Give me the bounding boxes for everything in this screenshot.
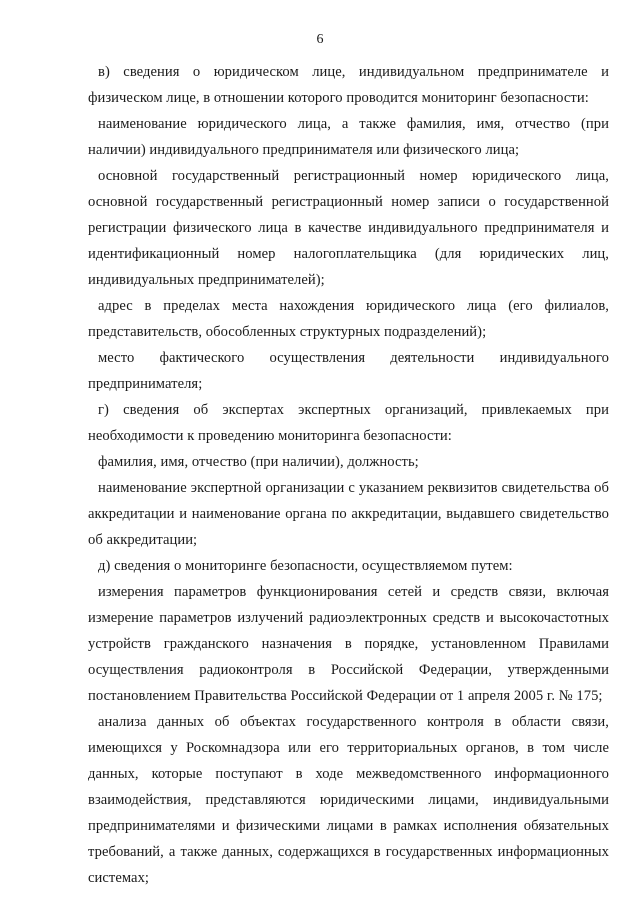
- document-body: [88, 59, 609, 891]
- paragraph-name: наименование юридического лица, а также фамилия, имя, отчество (при наличии) индивидуального предпринимателя или физического лица;: [88, 116, 609, 158]
- page-number: 6: [316, 32, 324, 47]
- paragraph-experts-info: г) сведения об экспертах экспертных организаций, привлекаемых при необходимости к проведению мониторинга безопасности:: [88, 402, 609, 444]
- paragraph-data-analysis: анализа данных об объектах государственного контроля в области связи, имеющихся у Роскомнадзора или его территориальных органов, в том числе данных, которые поступают в ходе межведомственного информационного взаимодействия, представляются юридическими лицами, индивидуальными предпринимателями и физическими лицами в рамках исполнения обязательных требований, а также данных, содержащихся в государственных информационных системах;: [88, 714, 609, 886]
- paragraph-measurements: измерения параметров функционирования сетей и средств связи, включая измерение параметров излучений радиоэлектронных средств и высокочастотных устройств гражданского назначения в порядке, установленном Правилами осуществления радиоконтроля в Российской Федерации, утвержденными постановлением Правительства Российской Федерации от 1 апреля 2005 г. № 175;: [88, 584, 609, 704]
- paragraph-activity-place: место фактического осуществления деятельности индивидуального предпринимателя;: [88, 350, 609, 392]
- paragraph-expert-organization: наименование экспертной организации с указанием реквизитов свидетельства об аккредитации и наименование органа по аккредитации, выдавшего свидетельство об аккредитации;: [88, 480, 609, 548]
- paragraph-expert-name: фамилия, имя, отчество (при наличии), должность;: [98, 454, 419, 470]
- paragraph-address: адрес в пределах места нахождения юридического лица (его филиалов, представительств, обособленных структурных подразделений);: [88, 298, 609, 340]
- paragraph-registration-numbers: основной государственный регистрационный номер юридического лица, основной государственный регистрационный номер записи о государственной регистрации физического лица в качестве индивидуального предпринимателя и идентификационный номер налогоплательщика (для юридических лиц, индивидуальных предпринимателей);: [88, 168, 609, 288]
- paragraph-legal-entity-info: в) сведения о юридическом лице, индивидуальном предпринимателе и физическом лице, в отношении которого проводится мониторинг безопасности:: [88, 64, 609, 106]
- paragraph-monitoring-info: д) сведения о мониторинге безопасности, осуществляемом путем:: [98, 558, 513, 574]
